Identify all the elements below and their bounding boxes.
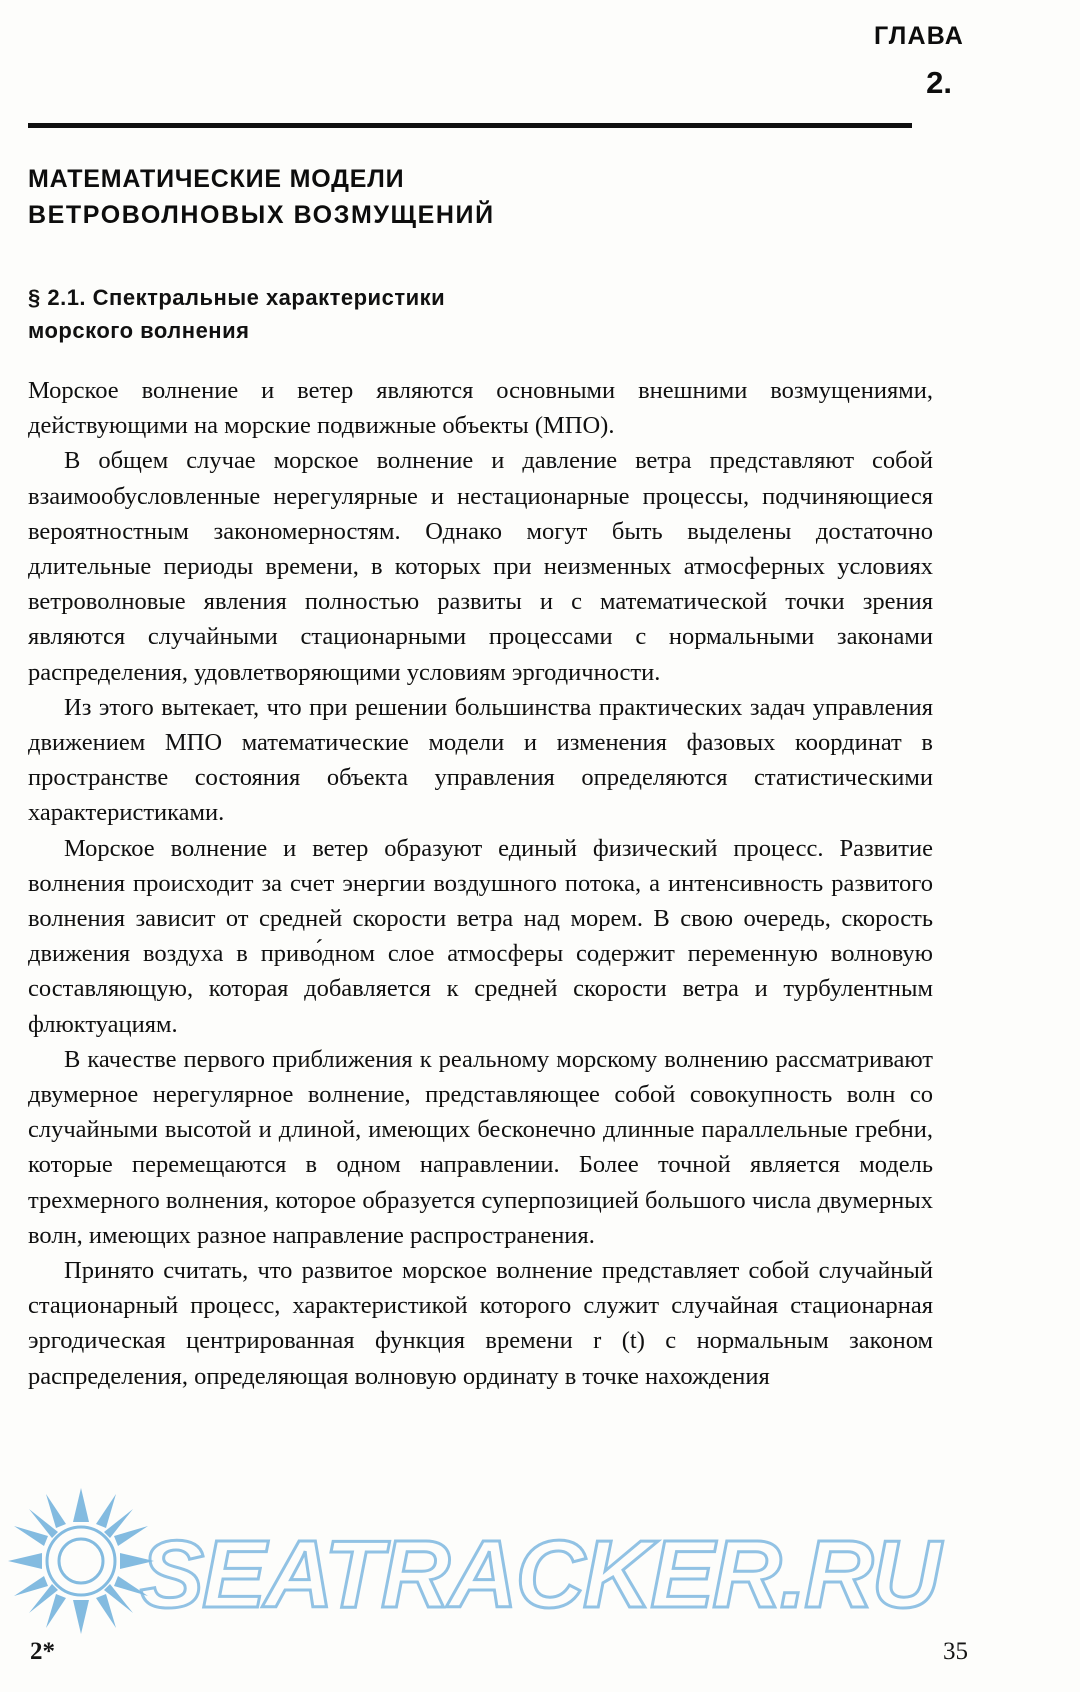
section-title-line-1: § 2.1. Спектральные характеристики: [28, 285, 446, 310]
page-content: [28, 0, 1052, 1692]
paragraph: Принято считать, что развитое морское волнение представляет собой случайный стационарный процесс, характеристикой которого служит случайная стационарная эргодическая центрированная функция времени r (t) с нормальным законом распределения, определяющая волновую ординату в точке нахождения: [28, 1257, 933, 1390]
body-text: [28, 373, 933, 1394]
paragraph: В качестве первого приближения к реальному морскому волнению рассматривают двумерное нерегулярное волнение, представляющее собой совокупность волн со случайными высотой и длиной, имеющих бесконечно длинные параллельные гребни, которые перемещаются в одном направлении. Более точной является модель трехмерного волнения, которое образуется суперпозицией большого числа двумерных волн, имеющих разное направление распространения.: [28, 1045, 933, 1249]
paragraph: Морское волнение и ветер образуют единый физический процесс. Развитие волнения происходит за счет энергии воздушного потока, а интенсивность развитого волнения зависит от средней скорости ветра над морем. В свою очередь, скорость движения воздуха в приво́дном слое атмосферы содержит переменную волновую составляющую, которая добавляется к средней скорости ветра и турбулентным флюктуациям.: [28, 834, 933, 1038]
paragraph: Из этого вытекает, что при решении большинства практических задач управления движением МПО математические модели и изменения фазовых координат в пространстве состояния объекта управления определяются статистическими характеристиками.: [28, 693, 933, 827]
section-title: [28, 281, 1052, 347]
chapter-title-line-2: ВЕТРОВОЛНОВЫХ ВОЗМУЩЕНИЙ: [28, 200, 495, 229]
signature-mark: 2*: [30, 1638, 55, 1665]
chapter-number: 2.: [926, 65, 952, 100]
chapter-title: [28, 162, 1052, 233]
paragraph: Морское волнение и ветер являются основными внешними возмущениями, действующими на морские подвижные объекты (МПО).: [28, 377, 933, 440]
chapter-label: ГЛАВА: [873, 22, 964, 50]
paragraph: В общем случае морское волнение и давление ветра представляют собой взаимообусловленные нерегулярные и нестационарные процессы, подчиняющиеся вероятностным закономерностям. Однако могут быть выделены достаточно длительные периоды времени, в которых при неизменных атмосферных условиях ветроволновые явления полностью развиты и с математической точки зрения являются случайными стационарными процессами с нормальными законами распределения, удовлетворяющими условиям эргодичности.: [28, 447, 933, 686]
watermark-text: SEATRACKER.RU: [140, 1521, 939, 1628]
chapter-title-line-1: МАТЕМАТИЧЕСКИЕ МОДЕЛИ: [28, 165, 405, 193]
page-number: 35: [943, 1638, 968, 1665]
header-rule: [28, 123, 912, 128]
section-title-line-2: морского волнения: [28, 318, 250, 343]
